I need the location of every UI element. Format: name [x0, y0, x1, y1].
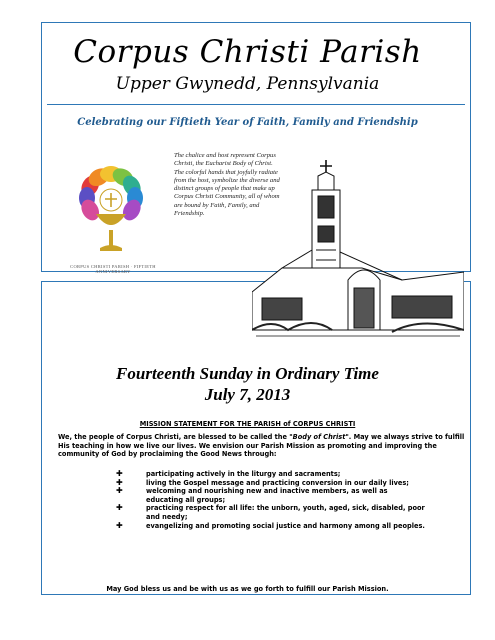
list-item-text: welcoming and nourishing new and inactive members, as well as educating all groups; [146, 487, 388, 504]
anniversary-tagline: Celebrating our Fiftieth Year of Faith, Family and Friendship [77, 117, 418, 128]
mission-intro-after: . May we always strive to fulfill His teaching in how we live our lives. We envision our Parish Mission as promoting and improving the community of God by proclaiming the Good News through: [58, 433, 465, 459]
list-item-text: participating actively in the liturgy and sacraments; [146, 470, 341, 478]
logo-caption: CORPUS CHRISTI PARISH · FIFTIETH ANNIVERSARY [70, 264, 156, 274]
chalice-icon [96, 214, 126, 251]
logo-description: The chalice and host represent Corpus Christi, the Eucharist Body of Christ. The colorful hands that joyfully radiate from the host, symbolize the diverse and distinct groups of people that make up Corpus Christi Community, all of whom are bound by Faith, Family, and Friendship. [174, 152, 280, 218]
parish-location: Upper Gwynedd, Pennsylvania [115, 74, 380, 94]
page-title: Corpus Christi Parish [73, 34, 422, 70]
plus-icon: ✚ [116, 520, 123, 530]
list-item [116, 479, 426, 488]
plus-icon: ✚ [116, 503, 123, 513]
parish-logo [66, 160, 156, 260]
mission-heading: MISSION STATEMENT FOR THE PARISH of CORPUS CHRISTI [139, 420, 356, 428]
mission-intro-emphasis: "Body of Christ" [289, 433, 349, 441]
list-item [116, 470, 426, 479]
church-illustration [252, 160, 464, 345]
mission-intro [58, 433, 466, 459]
list-item [116, 522, 426, 531]
bulletin-date: July 7, 2013 [204, 385, 291, 404]
list-item [116, 487, 426, 504]
plus-icon: ✚ [116, 477, 123, 487]
liturgical-day: Fourteenth Sunday in Ordinary Time [116, 364, 379, 383]
list-item-text: evangelizing and promoting social justice and harmony among all peoples. [146, 521, 425, 530]
mission-intro-before: We, the people of Corpus Christi, are blessed to be called the [58, 433, 290, 441]
list-item-text: practicing respect for all life: the unborn, youth, aged, sick, disabled, poor and needy; [146, 504, 425, 521]
closing-blessing: May God bless us and be with us as we go forth to fulfill our Parish Mission. [106, 585, 389, 593]
mission-list [116, 470, 426, 530]
divider [47, 104, 465, 105]
plus-icon: ✚ [116, 486, 123, 496]
list-item-text: living the Gospel message and practicing conversion in our daily lives; [146, 478, 409, 487]
list-item [116, 504, 426, 521]
plus-icon: ✚ [116, 469, 123, 478]
